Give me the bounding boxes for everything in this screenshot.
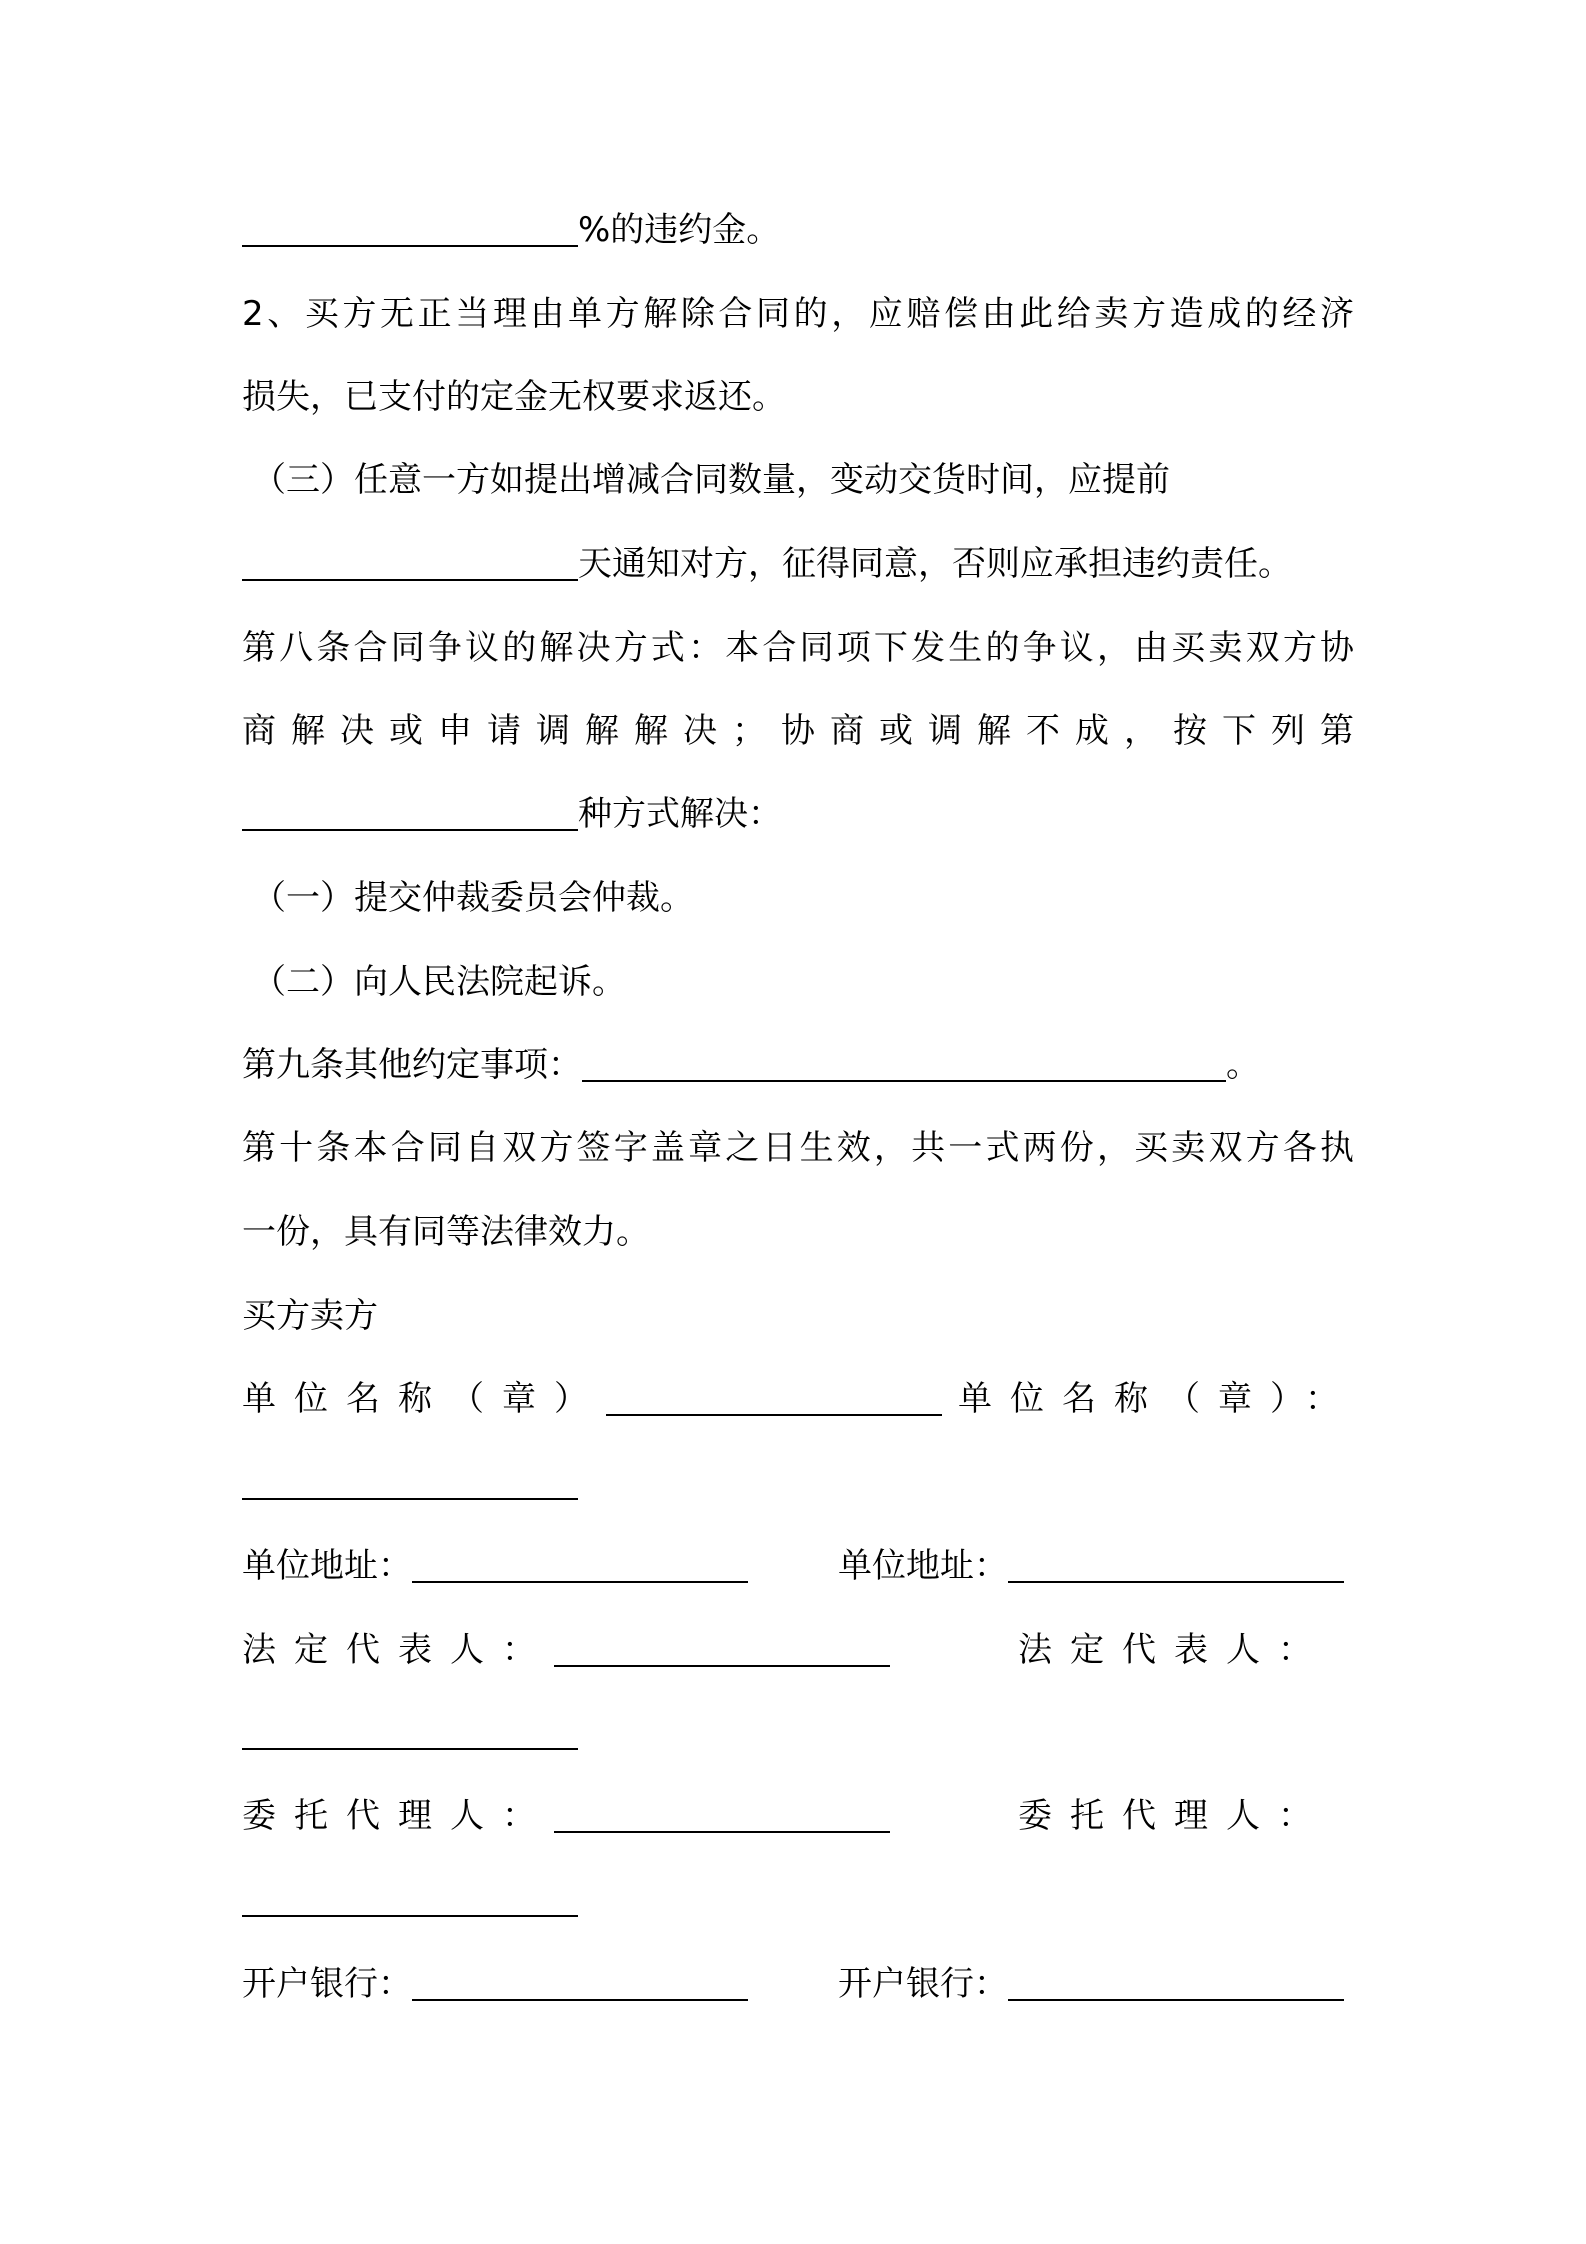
legal-rep-seller-line: [242, 1711, 578, 1755]
clause8-line3: [242, 792, 782, 836]
unit-name-buyer-blank[interactable]: [606, 1380, 942, 1416]
parties-heading: 买方卖方: [242, 1296, 378, 1336]
agent-seller-blank[interactable]: [242, 1881, 578, 1917]
unit-name-seller-label: 单位名称（章）：: [958, 1379, 1357, 1419]
clause9-label: 第九条其他约定事项：: [242, 1045, 582, 1085]
unit-name-row: [242, 1377, 942, 1421]
other-matters-blank[interactable]: [582, 1046, 1226, 1082]
agent-seller-line: [242, 1878, 578, 1922]
dispute-option-2: （二）向人民法院起诉。: [252, 962, 626, 1002]
address-buyer-blank[interactable]: [412, 1547, 748, 1583]
bank-seller-label: 开户银行：: [838, 1964, 1008, 2004]
clause8-line3-suffix: 种方式解决：: [578, 794, 782, 834]
item3-line1: （三）任意一方如提出增减合同数量，变动交货时间，应提前: [252, 460, 1170, 500]
legal-rep-seller-label: 法定代表人：: [1018, 1630, 1330, 1670]
penalty-suffix: %的违约金。: [578, 210, 781, 250]
dispute-method-blank[interactable]: [242, 795, 578, 831]
dispute-option-1: （一）提交仲裁委员会仲裁。: [252, 878, 694, 918]
address-buyer-label: 单位地址：: [242, 1546, 412, 1586]
clause10-line1: 第十条本合同自双方签字盖章之日生效，共一式两份，买卖双方各执: [242, 1128, 1354, 1168]
agent-buyer-label: 委托代理人：: [242, 1796, 554, 1836]
penalty-line: [242, 208, 780, 252]
address-seller-label: 单位地址：: [838, 1546, 1008, 1586]
clause8-line2: 商解决或申请调解解决；协商或调解不成，按下列第: [242, 711, 1354, 751]
clause9-line: [242, 1043, 1260, 1087]
agent-buyer-blank[interactable]: [554, 1797, 890, 1833]
bank-seller-blank[interactable]: [1008, 1965, 1344, 2001]
agent-seller-label: 委托代理人：: [1018, 1796, 1330, 1836]
penalty-rate-blank[interactable]: [242, 211, 578, 247]
clause10-line2: 一份，具有同等法律效力。: [242, 1212, 650, 1252]
agent-buyer-row: [242, 1794, 890, 1838]
item2-line1: 2、买方无正当理由单方解除合同的，应赔偿由此给卖方造成的经济: [242, 294, 1354, 334]
bank-buyer-label: 开户银行：: [242, 1964, 412, 2004]
unit-name-buyer-label: 单位名称（章）: [242, 1379, 606, 1419]
legal-rep-buyer-label: 法定代表人：: [242, 1630, 554, 1670]
unit-name-seller-blank[interactable]: [242, 1464, 578, 1500]
item3-line2-suffix: 天通知对方，征得同意，否则应承担违约责任。: [578, 544, 1292, 584]
legal-rep-buyer-blank[interactable]: [554, 1631, 890, 1667]
item2-line2: 损失，已支付的定金无权要求返还。: [242, 377, 786, 417]
bank-buyer-blank[interactable]: [412, 1965, 748, 2001]
bank-buyer-row: [242, 1962, 748, 2006]
clause8-line1: 第八条合同争议的解决方式：本合同项下发生的争议，由买卖双方协: [242, 628, 1354, 668]
legal-rep-buyer-row: [242, 1628, 890, 1672]
address-buyer-row: [242, 1544, 748, 1588]
address-seller-row: [838, 1544, 1344, 1588]
notice-days-blank[interactable]: [242, 545, 578, 581]
address-seller-blank[interactable]: [1008, 1547, 1344, 1583]
legal-rep-seller-blank[interactable]: [242, 1714, 578, 1750]
unit-name-seller-line: [242, 1461, 578, 1505]
clause9-suffix: 。: [1226, 1045, 1260, 1085]
bank-seller-row: [838, 1962, 1344, 2006]
item3-line2: [242, 542, 1292, 586]
